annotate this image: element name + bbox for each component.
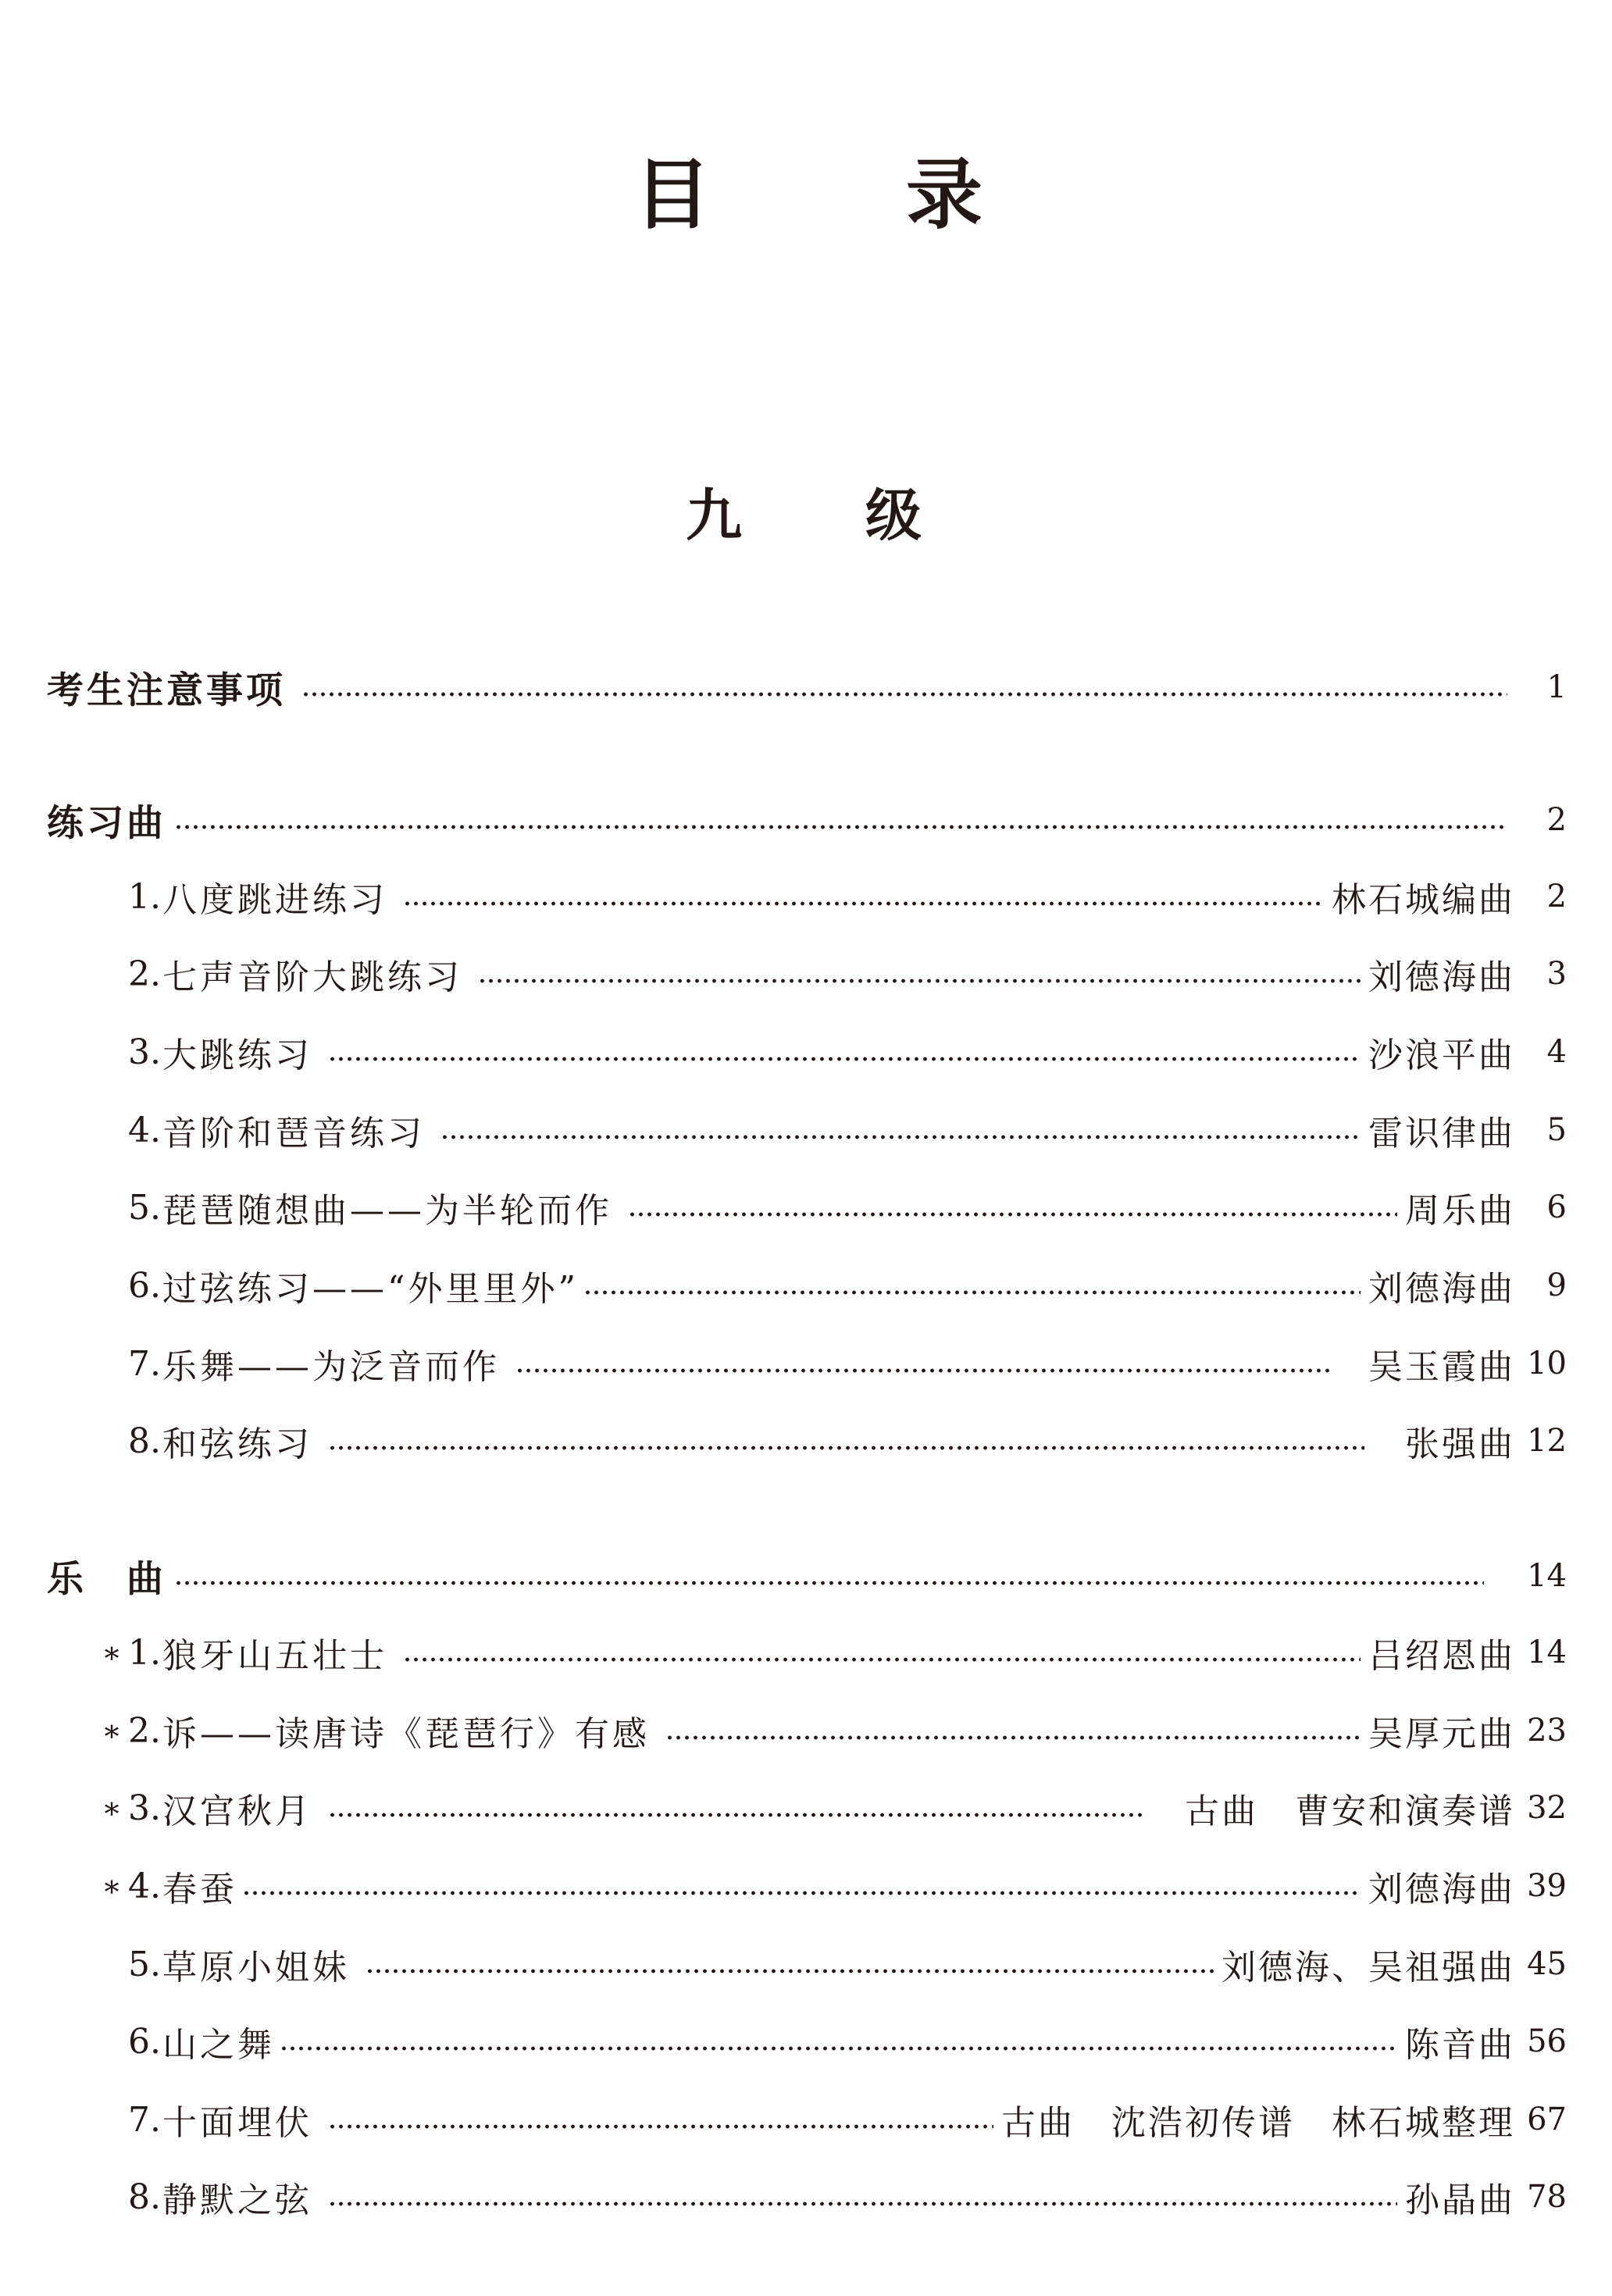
item-composer: 周乐曲	[1405, 1191, 1515, 1231]
toc-entry-pieces-section[interactable]	[47, 1553, 1567, 1599]
page-number: 45	[1527, 1946, 1567, 1982]
item-composer: 刘德海曲	[1368, 1870, 1515, 1909]
toc-entry-piece[interactable]	[47, 2096, 1567, 2143]
item-title: 八度跳进练习	[162, 880, 387, 920]
page-number: 78	[1527, 2179, 1567, 2215]
item-title: 过弦练习——“外里里外”	[162, 1269, 579, 1309]
page-number: 10	[1527, 1346, 1567, 1382]
dot-leader	[665, 1734, 1361, 1742]
item-composer: 刘德海曲	[1368, 1269, 1515, 1309]
item-composer: 吴玉霞曲	[1368, 1347, 1515, 1387]
page-number: 1	[1546, 669, 1567, 705]
item-number: 2.	[128, 1710, 161, 1751]
item-composer: 林石城编曲	[1332, 880, 1515, 920]
page-number: 9	[1546, 1267, 1567, 1303]
item-composer: 吴厚元曲	[1368, 1714, 1515, 1754]
section-label: 乐 曲	[47, 1557, 166, 1601]
item-title: 乐舞——为泛音而作	[162, 1347, 500, 1387]
required-mark: ∗	[102, 1635, 125, 1670]
page-number: 23	[1527, 1713, 1567, 1749]
page-number: 14	[1527, 1558, 1567, 1594]
item-number: 8.	[128, 1421, 161, 1461]
item-title: 音阶和琶音练习	[162, 1114, 425, 1153]
item-composer: 刘德海曲	[1368, 957, 1515, 997]
item-title: 诉——读唐诗《琵琶行》有感	[162, 1714, 650, 1754]
toc-entry-etude[interactable]	[47, 1029, 1567, 1075]
dot-leader	[515, 1367, 1329, 1374]
dot-leader	[174, 823, 1507, 831]
dot-leader	[478, 977, 1361, 985]
item-composer: 雷识律曲	[1368, 1114, 1515, 1153]
item-number: 7.	[128, 1343, 161, 1384]
dot-leader	[328, 1811, 1146, 1819]
item-number: 4.	[128, 1866, 161, 1906]
grade-heading-char-1: 九	[686, 482, 743, 548]
grade-heading-char-2: 级	[865, 482, 922, 548]
dot-leader	[174, 1579, 1484, 1587]
item-number: 4.	[128, 1110, 161, 1150]
item-number: 3.	[128, 1788, 161, 1828]
dot-leader	[280, 2045, 1397, 2052]
toc-title	[0, 148, 1612, 242]
dot-leader	[366, 1967, 1214, 1975]
page-number: 56	[1527, 2023, 1567, 2059]
dot-leader	[403, 1656, 1361, 1663]
item-title: 琵琶随想曲——为半轮而作	[162, 1191, 612, 1231]
item-composer: 张强曲	[1405, 1424, 1515, 1464]
toc-entry-etudes-section[interactable]	[47, 797, 1567, 843]
toc-entry-etude[interactable]	[47, 873, 1567, 920]
section-label: 考生注意事项	[47, 668, 286, 712]
page-number: 2	[1546, 802, 1567, 838]
item-composer: 沙浪平曲	[1368, 1036, 1515, 1075]
dot-leader	[328, 1055, 1361, 1063]
toc-entry-etude[interactable]	[47, 1184, 1567, 1231]
item-title: 大跳练习	[162, 1036, 312, 1075]
toc-entry-piece[interactable]	[47, 1941, 1567, 1988]
item-number: 8.	[128, 2177, 161, 2217]
toc-title-char-2: 录	[906, 151, 983, 240]
page-number: 12	[1527, 1423, 1567, 1459]
item-composer: 古曲 沈浩初传谱 林石城整理	[1001, 2103, 1515, 2143]
item-number: 2.	[128, 954, 161, 994]
item-number: 1.	[128, 876, 161, 917]
dot-leader	[328, 2200, 1397, 2208]
dot-leader	[440, 1133, 1361, 1141]
item-composer: 刘德海、吴祖强曲	[1221, 1948, 1515, 1988]
item-number: 1.	[128, 1632, 161, 1673]
toc-entry-piece[interactable]	[47, 1784, 1567, 1831]
dot-leader	[583, 1289, 1361, 1296]
item-composer: 吕绍恩曲	[1368, 1636, 1515, 1676]
toc-entry-piece[interactable]	[47, 2018, 1567, 2065]
dot-leader	[628, 1210, 1397, 1218]
page-number: 14	[1527, 1635, 1567, 1670]
item-title: 汉宫秋月	[162, 1792, 312, 1831]
item-title: 狼牙山五壮士	[162, 1636, 387, 1676]
item-title: 十面埋伏	[162, 2103, 312, 2143]
item-title: 和弦练习	[162, 1424, 312, 1464]
dot-leader	[328, 2123, 993, 2130]
toc-entry-etude[interactable]	[47, 1417, 1567, 1464]
item-title: 春蚕	[162, 1870, 237, 1909]
toc-entry-etude[interactable]	[47, 950, 1567, 997]
page-number: 6	[1546, 1189, 1567, 1225]
item-title: 草原小姐妹	[162, 1948, 350, 1988]
required-mark: ∗	[102, 1869, 125, 1903]
section-label: 练习曲	[47, 801, 166, 845]
item-title: 山之舞	[162, 2025, 275, 2065]
dot-leader	[301, 690, 1507, 698]
dot-leader	[328, 1444, 1364, 1452]
page-number: 67	[1527, 2102, 1567, 2137]
toc-entry-notes[interactable]	[47, 664, 1567, 711]
toc-entry-etude[interactable]	[47, 1107, 1567, 1153]
item-number: 3.	[128, 1032, 161, 1072]
required-mark: ∗	[102, 1713, 125, 1748]
page-number: 5	[1546, 1112, 1567, 1148]
toc-entry-etude[interactable]	[47, 1340, 1567, 1387]
required-mark: ∗	[102, 1791, 125, 1825]
item-title: 静默之弦	[162, 2180, 312, 2220]
page-number: 4	[1546, 1034, 1567, 1070]
item-number: 5.	[128, 1187, 161, 1228]
page-number: 39	[1527, 1868, 1567, 1904]
item-number: 6.	[128, 1265, 161, 1306]
toc-title-char-1: 目	[634, 151, 711, 240]
item-number: 7.	[128, 2099, 161, 2140]
item-number: 6.	[128, 2021, 161, 2062]
dot-leader	[403, 900, 1324, 907]
toc-entry-piece[interactable]	[47, 2173, 1567, 2220]
page-number: 32	[1527, 1790, 1567, 1826]
page-number: 3	[1546, 956, 1567, 992]
toc-entry-etude[interactable]	[47, 1262, 1567, 1309]
item-composer: 孙晶曲	[1405, 2180, 1515, 2220]
page-number: 2	[1546, 879, 1567, 914]
item-composer: 古曲 曹安和演奏谱	[1185, 1792, 1515, 1831]
toc-entry-piece[interactable]	[47, 1629, 1567, 1676]
item-number: 5.	[128, 1944, 161, 1984]
dot-leader	[242, 1889, 1361, 1897]
toc-entry-piece[interactable]	[47, 1707, 1567, 1754]
toc-entry-piece[interactable]	[47, 1863, 1567, 1909]
item-title: 七声音阶大跳练习	[162, 957, 462, 997]
grade-heading	[0, 476, 1612, 554]
item-composer: 陈音曲	[1405, 2025, 1515, 2065]
